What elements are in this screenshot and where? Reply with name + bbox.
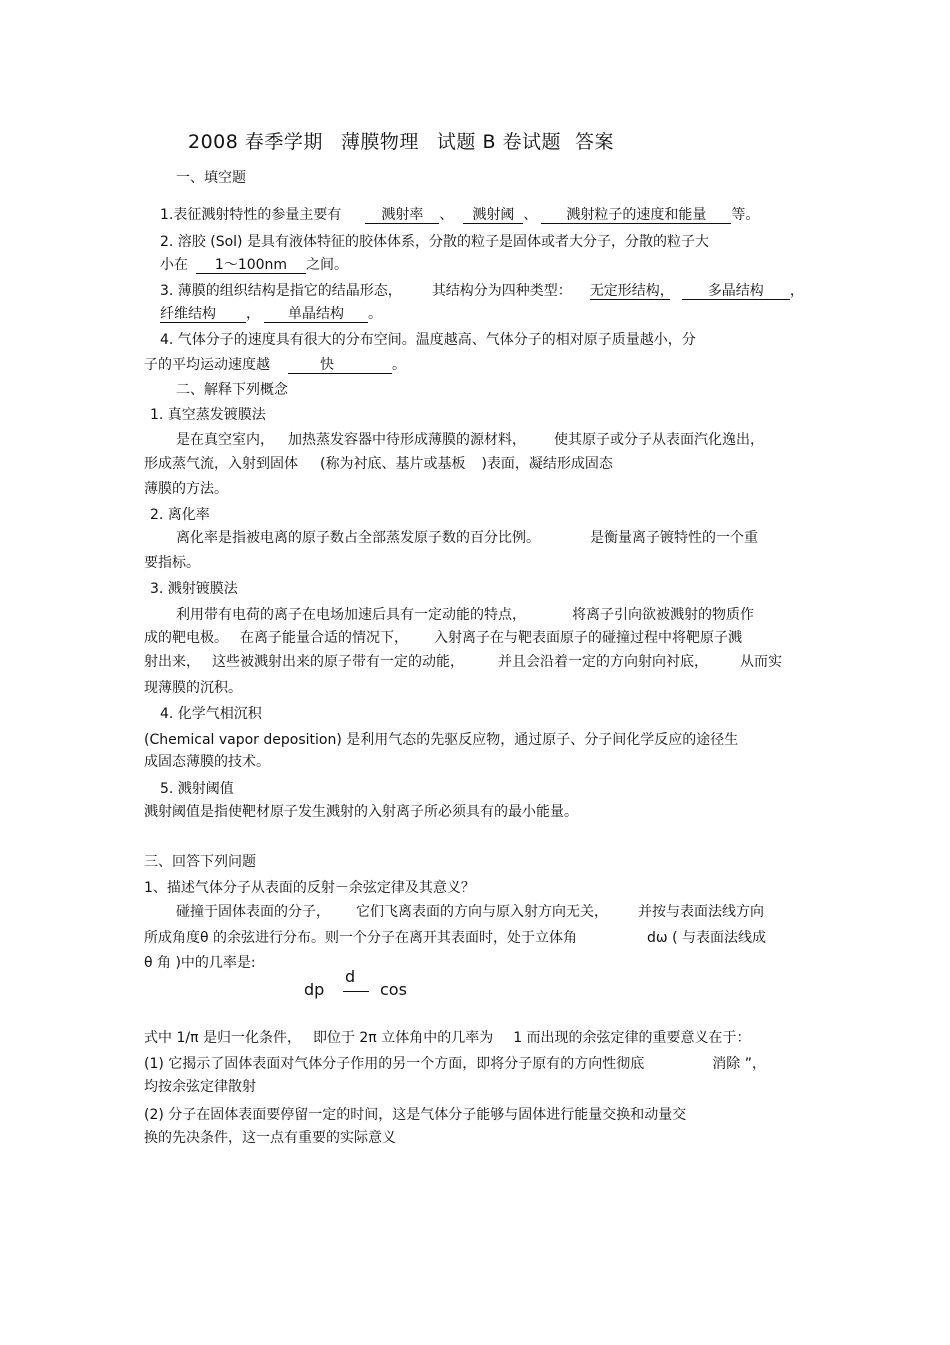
section-heading-questions: 三、回答下列问题 bbox=[144, 854, 256, 870]
q3-answer-4: 单晶结构 bbox=[264, 306, 368, 323]
c1-l2c: )表面，凝结形成固态 bbox=[481, 456, 613, 472]
concept-5-term: 5. 溅射阈值 bbox=[160, 781, 234, 797]
q1-answer-2: 溅射阈 bbox=[463, 207, 523, 224]
title-course: 薄膜物理 bbox=[340, 131, 419, 153]
point-1-line-2: 均按余弦定律散射 bbox=[144, 1079, 256, 1095]
concept-1-line-1 bbox=[176, 430, 764, 450]
answer-1-line-3: θ 角 )中的几率是: bbox=[144, 955, 256, 971]
a1-l4c: 1 而出现的余弦定律的重要意义在于： bbox=[513, 1030, 751, 1046]
question-2-line-1: 2. 溶胶 (Sol) 是具有液体特征的胶体体系，分散的粒子是固体或者大分子，分散的粒子大 bbox=[160, 234, 709, 250]
concept-4-term: 4. 化学气相沉积 bbox=[160, 706, 262, 722]
concept-1-term: 1. 真空蒸发镀膜法 bbox=[150, 407, 266, 423]
point-2-line-1: (2) 分子在固体表面要停留一定的时间，这是气体分子能够与固体进行能量交换和动量交 bbox=[144, 1107, 687, 1123]
q2-suffix: 之间。 bbox=[306, 257, 348, 273]
q1-sep-1: 、 bbox=[439, 207, 454, 223]
point-1-line-1 bbox=[144, 1054, 766, 1074]
formula-numerator: d bbox=[345, 967, 356, 986]
formula-rhs: cos bbox=[380, 980, 407, 999]
c3-l1b: 将离子引向欲被溅射的物质作 bbox=[572, 607, 754, 623]
c1-l1a: 是在真空室内， bbox=[176, 432, 274, 448]
q4-end: 。 bbox=[392, 357, 406, 373]
q2-answer: 1～100nm bbox=[196, 257, 306, 274]
concept-4-line-2: 成固态薄膜的技术。 bbox=[144, 754, 270, 770]
question-2-line-2 bbox=[160, 255, 348, 275]
concept-3-line-3 bbox=[144, 652, 782, 672]
concept-3-line-1 bbox=[176, 605, 754, 625]
a1-l2a: 所成角度θ 的余弦进行分布。则一个分子在离开其表面时，处于立体角 bbox=[144, 930, 578, 946]
p1a: (1) 它揭示了固体表面对气体分子作用的另一个方面，即将分子原有的方向性彻底 bbox=[144, 1056, 645, 1072]
question-3-line-2 bbox=[160, 304, 382, 324]
q3-mid: 其结构分为四种类型： bbox=[431, 283, 572, 299]
answer-question-1: 1、描述气体分子从表面的反射－余弦定律及其意义？ bbox=[144, 880, 475, 896]
c3-l1a: 利用带有电荷的离子在电场加速后具有一定动能的特点， bbox=[176, 607, 526, 623]
question-4-line-2 bbox=[144, 355, 406, 375]
c1-l1c: 使其原子或分子从表面汽化逸出， bbox=[554, 432, 764, 448]
concept-1-line-3: 薄膜的方法。 bbox=[144, 481, 228, 497]
q3-end: 。 bbox=[368, 306, 382, 322]
concept-2-line-2: 要指标。 bbox=[144, 555, 200, 571]
q1-answer-3: 溅射粒子的速度和能量 bbox=[541, 207, 731, 224]
a1-l4a: 式中 1/π 是归一化条件， bbox=[144, 1030, 301, 1046]
answer-1-line-2 bbox=[144, 928, 766, 948]
q3-prefix: 3. 薄膜的组织结构是指它的结晶形态， bbox=[160, 283, 402, 299]
c3-l2b: 在离子能量合适的情况下， bbox=[240, 630, 408, 646]
answer-1-line-4 bbox=[144, 1028, 751, 1048]
concept-3-term: 3. 溅射镀膜法 bbox=[150, 581, 238, 597]
c3-l2a: 成的靶电极。 bbox=[144, 630, 228, 646]
p1b: 消除 ”， bbox=[712, 1056, 766, 1072]
q3-comma-1: ， bbox=[789, 283, 804, 299]
c2-l1a: 离化率是指被电离的原子数占全部蒸发原子数的百分比例。 bbox=[176, 530, 540, 546]
c1-l1b: 加热蒸发容器中待形成薄膜的源材料， bbox=[288, 432, 526, 448]
c3-l2c: 入射离子在与靶表面原子的碰撞过程中将靶原子溅 bbox=[434, 630, 742, 646]
c2-l1b: 是衡量离子镀特性的一个重 bbox=[590, 530, 758, 546]
q1-suffix: 等。 bbox=[731, 207, 760, 223]
page-title bbox=[188, 129, 614, 155]
concept-2-line-1 bbox=[176, 528, 758, 548]
c3-l3a: 射出来， bbox=[144, 654, 200, 670]
q1-answer-1: 溅射率 bbox=[365, 207, 439, 224]
a1-l4b: 即位于 2π 立体角中的几率为 bbox=[312, 1030, 494, 1046]
title-year-term: 2008 春季学期 bbox=[188, 131, 323, 153]
a1-l1b: 它们飞离表面的方向与原入射方向无关， bbox=[356, 904, 608, 920]
concept-4-line-1: (Chemical vapor deposition) 是利用气态的先驱反应物，通过原子、分子间化学反应的途径生 bbox=[144, 732, 739, 748]
concept-3-line-4: 现薄膜的沉积。 bbox=[144, 680, 242, 696]
formula-lhs: dp bbox=[304, 980, 325, 999]
q4-prefix: 子的平均运动速度越 bbox=[144, 357, 270, 373]
question-1 bbox=[160, 205, 759, 225]
formula-fraction-bar bbox=[343, 991, 369, 992]
section-heading-fill-blanks: 一、填空题 bbox=[176, 170, 246, 186]
a1-l1c: 并按与表面法线方向 bbox=[638, 904, 764, 920]
q2-prefix: 小在 bbox=[160, 257, 188, 273]
concept-1-line-2 bbox=[144, 454, 613, 474]
c3-l3c: 并且会沿着一定的方向射向衬底， bbox=[498, 654, 708, 670]
q3-answer-2: 多晶结构 bbox=[682, 283, 790, 300]
q1-sep-2: 、 bbox=[523, 207, 538, 223]
q3-answer-3: 纤维结构 bbox=[160, 306, 246, 323]
a1-l2b: dω ( 与表面法线成 bbox=[647, 930, 766, 946]
q1-prefix: 1.表征溅射特性的参量主要有 bbox=[160, 207, 342, 223]
c1-l2a: 形成蒸气流，入射到固体 bbox=[144, 456, 298, 472]
q3-answer-1: 无定形结构， bbox=[589, 283, 674, 299]
question-3-line-1 bbox=[160, 281, 804, 301]
c3-l3d: 从而实 bbox=[740, 654, 782, 670]
c3-l3b: 这些被溅射出来的原子带有一定的动能， bbox=[212, 654, 464, 670]
c1-l2b: (称为衬底、基片或基板 bbox=[320, 456, 466, 472]
answer-1-line-1 bbox=[176, 902, 764, 922]
a1-l1a: 碰撞于固体表面的分子， bbox=[176, 904, 330, 920]
q4-answer-blank bbox=[288, 357, 392, 374]
question-4-line-1: 4. 气体分子的速度具有很大的分布空间。温度越高、气体分子的相对原子质量越小，分 bbox=[160, 332, 696, 348]
concept-3-line-2 bbox=[144, 628, 742, 648]
q3-comma-2: ， bbox=[246, 306, 260, 322]
point-2-line-2: 换的先决条件，这一点有重要的实际意义 bbox=[144, 1130, 396, 1146]
concept-5-line-1: 溅射阈值是指使靶材原子发生溅射的入射离子所必须具有的最小能量。 bbox=[144, 804, 578, 820]
concept-2-term: 2. 离化率 bbox=[150, 507, 210, 523]
title-paper: 试题 B 卷试题 bbox=[436, 131, 562, 153]
q4-answer: 快 bbox=[320, 357, 334, 373]
title-answer: 答案 bbox=[575, 131, 615, 153]
section-heading-concepts: 二、解释下列概念 bbox=[176, 382, 288, 398]
